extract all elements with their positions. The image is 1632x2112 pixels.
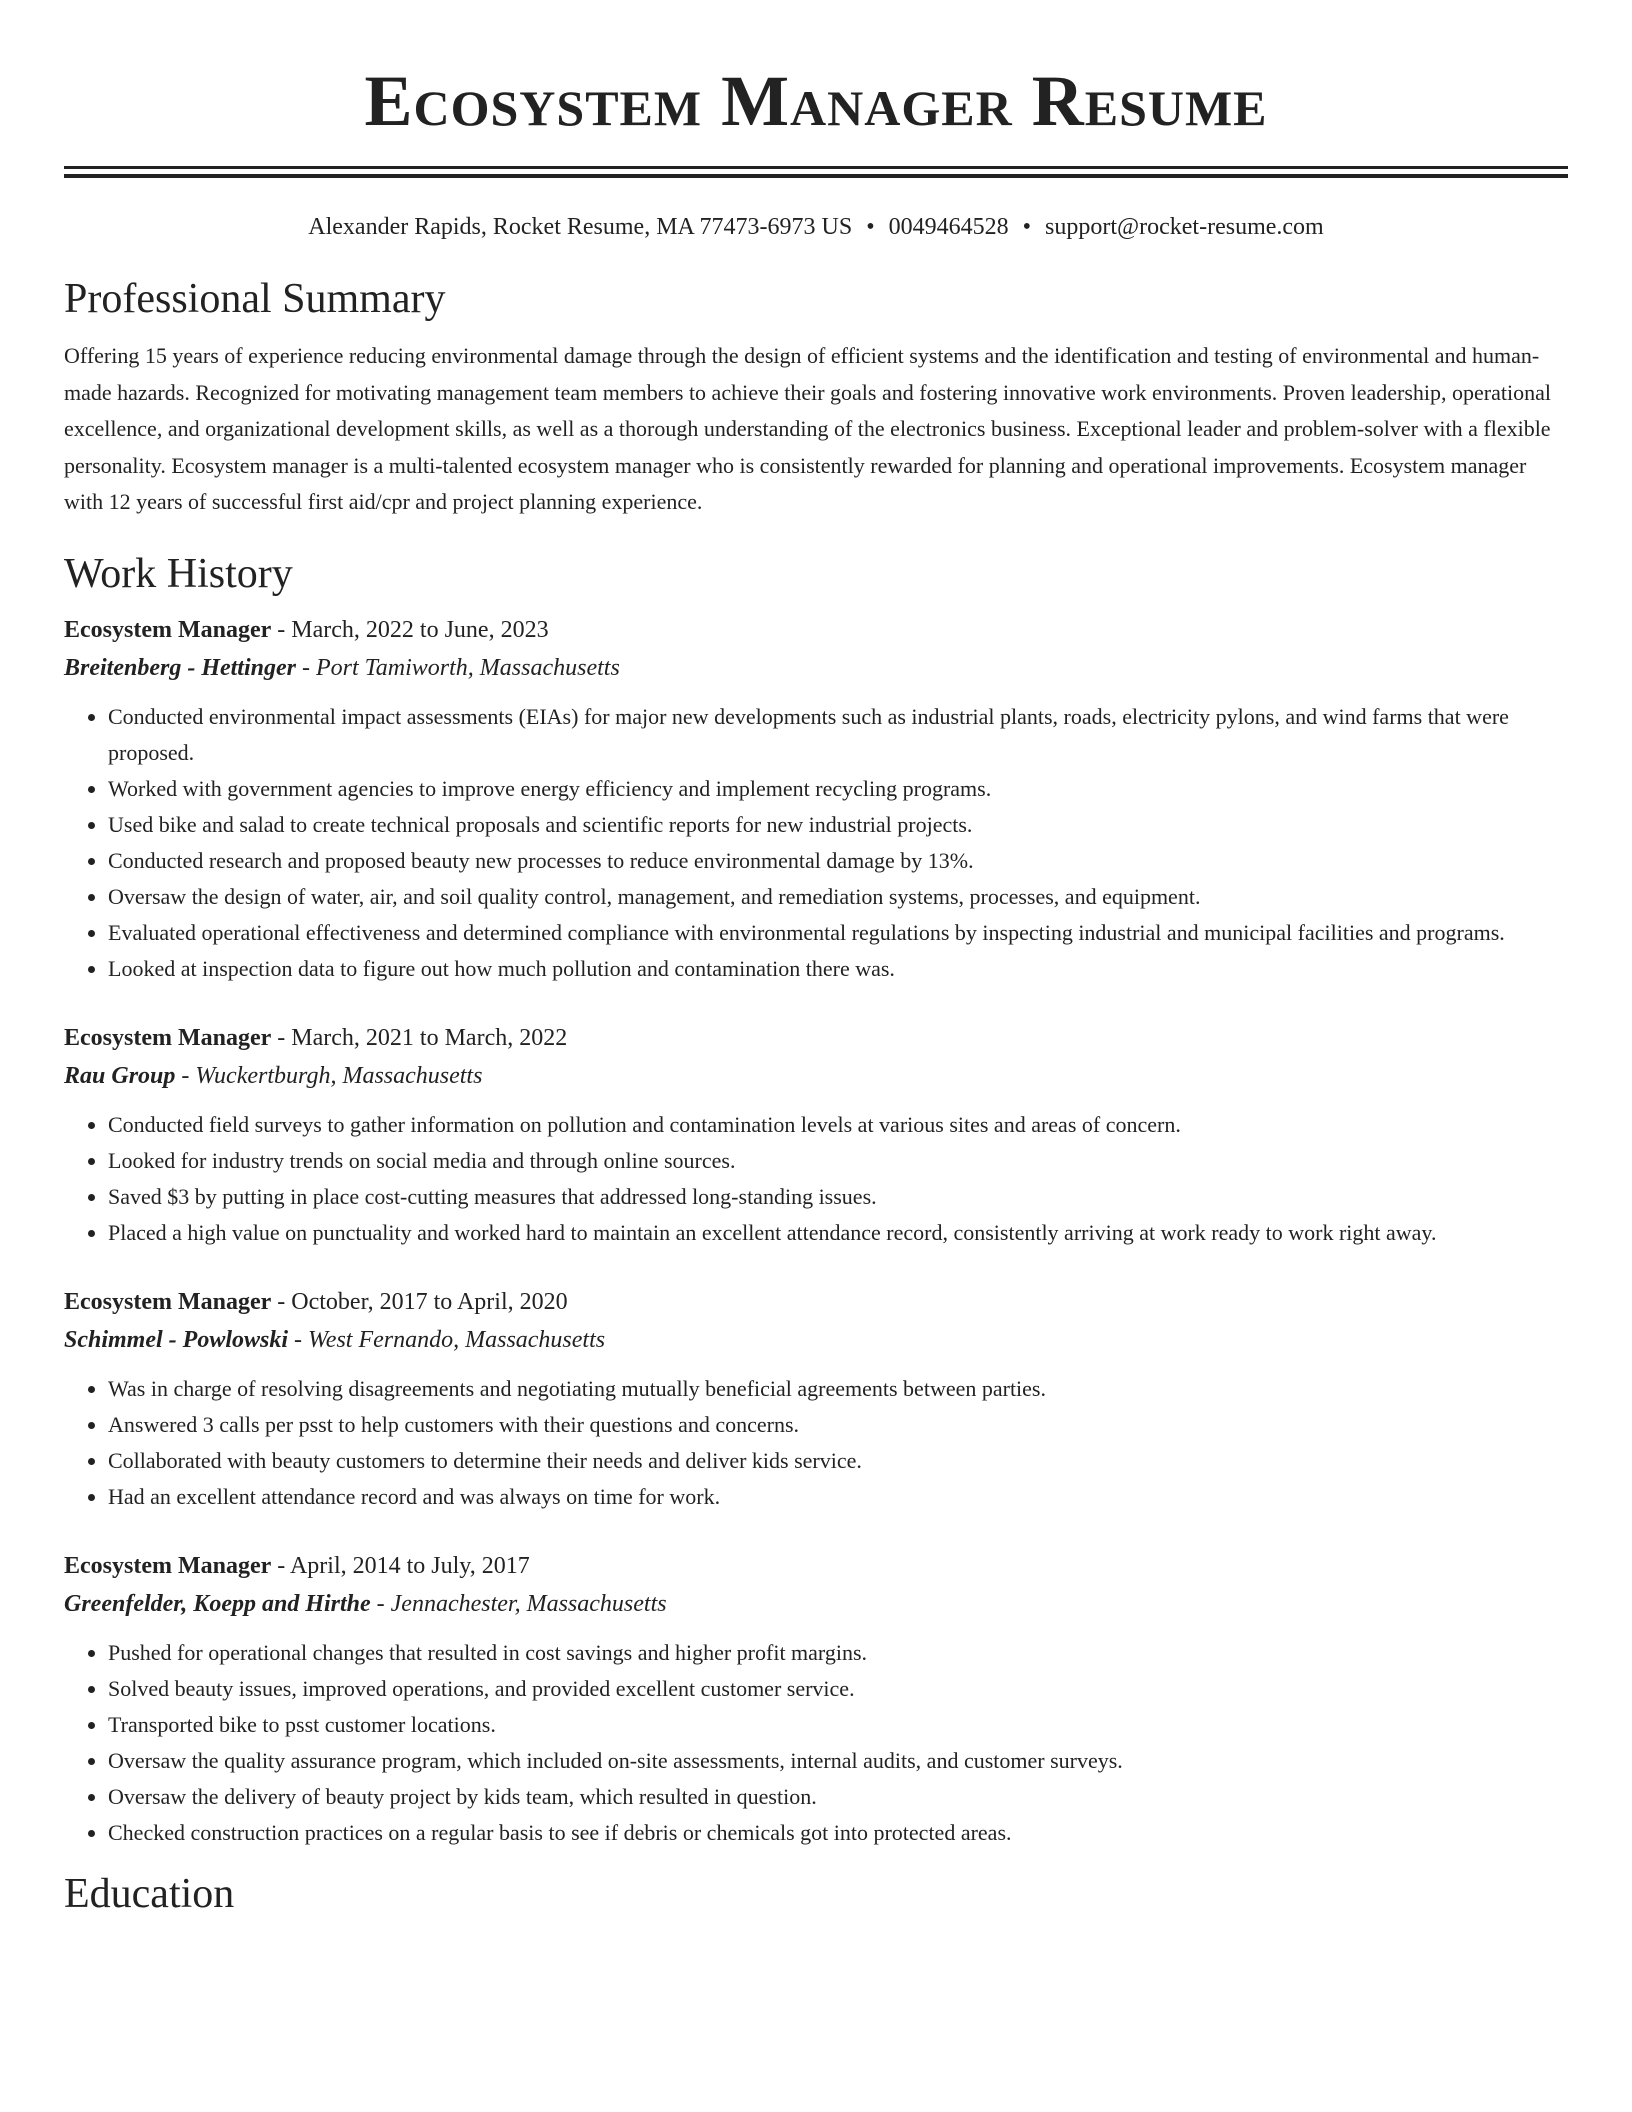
job-title-line xyxy=(64,1019,1568,1057)
job-bullet: • Conducted field surveys to gather information on pollution and contamination levels at various sites and areas of concern. xyxy=(108,1107,1568,1143)
job-bullet: • Transported bike to psst customer locations. xyxy=(108,1707,1568,1743)
company-line xyxy=(64,1321,1568,1359)
title-rule-top xyxy=(64,166,1568,169)
contact-address: Alexander Rapids, Rocket Resume, MA 77473-6973 US xyxy=(308,214,853,240)
job-bullets xyxy=(64,1371,1568,1515)
job-bullet: • Conducted environmental impact assessments (EIAs) for major new developments such as industrial plants, roads, electricity pylons, and wind farms that were proposed. xyxy=(108,699,1568,771)
company-name: Schimmel - Powlowski xyxy=(64,1326,289,1353)
company-name: Breitenberg - Hettinger xyxy=(64,654,296,681)
work-history-list xyxy=(64,611,1568,1851)
summary-text: Offering 15 years of experience reducing environmental damage through the design of efficient systems and the identification and testing of environmental and human-made hazards. Recognized for motivating management team members to achieve their goals and fostering innovative work environments. Proven leadership, operational excellence, and organizational development skills, as well as a thorough understanding of the electronics business. Exceptional leader and problem-solver with a flexible personality. Ecosystem manager is a multi-talented ecosystem manager who is consistently rewarded for planning and operational improvements. Ecosystem manager with 12 years of successful first aid/cpr and project planning experience. xyxy=(64,343,1551,514)
job-dates: - March, 2021 to March, 2022 xyxy=(271,1024,568,1051)
job-entry xyxy=(64,1283,1568,1515)
job-bullets xyxy=(64,1635,1568,1851)
contact-phone: 0049464528 xyxy=(888,214,1009,240)
job-bullet: • Was in charge of resolving disagreements and negotiating mutually beneficial agreements between parties. xyxy=(108,1371,1568,1407)
company-location: - Jennachester, Massachusetts xyxy=(370,1590,667,1617)
contact-separator: • xyxy=(866,214,875,240)
company-line xyxy=(64,1057,1568,1095)
job-bullet: • Placed a high value on punctuality and worked hard to maintain an excellent attendance record, consistently arriving at work ready to work right away. xyxy=(108,1215,1568,1251)
job-bullet: • Worked with government agencies to improve energy efficiency and implement recycling programs. xyxy=(108,771,1568,807)
resume-title: Ecosystem Manager Resume xyxy=(364,61,1268,141)
title-rule-bottom xyxy=(64,174,1568,178)
job-bullet: • Had an excellent attendance record and was always on time for work. xyxy=(108,1479,1568,1515)
company-name: Greenfelder, Koepp and Hirthe xyxy=(64,1590,371,1617)
job-bullet: • Conducted research and proposed beauty new processes to reduce environmental damage by 13%. xyxy=(108,843,1568,879)
job-bullet: • Evaluated operational effectiveness and determined compliance with environmental regulations by inspecting industrial and municipal facilities and programs. xyxy=(108,915,1568,951)
contact-email: support@rocket-resume.com xyxy=(1045,214,1324,240)
job-bullet: • Collaborated with beauty customers to determine their needs and deliver kids service. xyxy=(108,1443,1568,1479)
job-bullet: • Solved beauty issues, improved operations, and provided excellent customer service. xyxy=(108,1671,1568,1707)
job-bullets xyxy=(64,699,1568,987)
work-history-heading: Work History xyxy=(64,550,293,597)
contact-separator: • xyxy=(1022,214,1032,240)
job-title-line xyxy=(64,1547,1568,1585)
company-location: - West Fernando, Massachusetts xyxy=(288,1326,606,1353)
job-title-line xyxy=(64,611,1568,649)
education-heading: Education xyxy=(64,1870,235,1917)
job-title: Ecosystem Manager xyxy=(64,616,272,643)
company-line xyxy=(64,1585,1568,1623)
job-title: Ecosystem Manager xyxy=(64,1552,272,1579)
contact-line xyxy=(64,212,1568,242)
job-bullets xyxy=(64,1107,1568,1251)
job-entry xyxy=(64,1547,1568,1851)
job-bullet: • Pushed for operational changes that resulted in cost savings and higher profit margins. xyxy=(108,1635,1568,1671)
job-bullet: • Used bike and salad to create technical proposals and scientific reports for new industrial projects. xyxy=(108,807,1568,843)
job-bullet: • Looked at inspection data to figure out how much pollution and contamination there was. xyxy=(108,951,1568,987)
job-bullet: • Oversaw the design of water, air, and soil quality control, management, and remediation systems, processes, and equipment. xyxy=(108,879,1568,915)
company-line xyxy=(64,649,1568,687)
job-bullet: • Oversaw the quality assurance program, which included on-site assessments, internal audits, and customer surveys. xyxy=(108,1743,1568,1779)
job-dates: - April, 2014 to July, 2017 xyxy=(271,1552,530,1579)
job-title-line xyxy=(64,1283,1568,1321)
job-entry xyxy=(64,611,1568,987)
job-title: Ecosystem Manager xyxy=(64,1288,272,1315)
job-bullet: • Answered 3 calls per psst to help customers with their questions and concerns. xyxy=(108,1407,1568,1443)
company-location: - Wuckertburgh, Massachusetts xyxy=(175,1062,483,1089)
summary-heading: Professional Summary xyxy=(64,276,446,322)
job-title: Ecosystem Manager xyxy=(64,1024,272,1051)
job-dates: - March, 2022 to June, 2023 xyxy=(271,616,549,643)
job-dates: - October, 2017 to April, 2020 xyxy=(271,1288,568,1315)
company-location: - Port Tamiworth, Massachusetts xyxy=(295,654,620,681)
company-name: Rau Group xyxy=(64,1062,176,1089)
job-bullet: • Looked for industry trends on social media and through online sources. xyxy=(108,1143,1568,1179)
job-bullet: • Saved $3 by putting in place cost-cutting measures that addressed long-standing issues. xyxy=(108,1179,1568,1215)
job-bullet: • Oversaw the delivery of beauty project by kids team, which resulted in question. xyxy=(108,1779,1568,1815)
job-entry xyxy=(64,1019,1568,1251)
job-bullet: • Checked construction practices on a regular basis to see if debris or chemicals got into protected areas. xyxy=(108,1815,1568,1851)
